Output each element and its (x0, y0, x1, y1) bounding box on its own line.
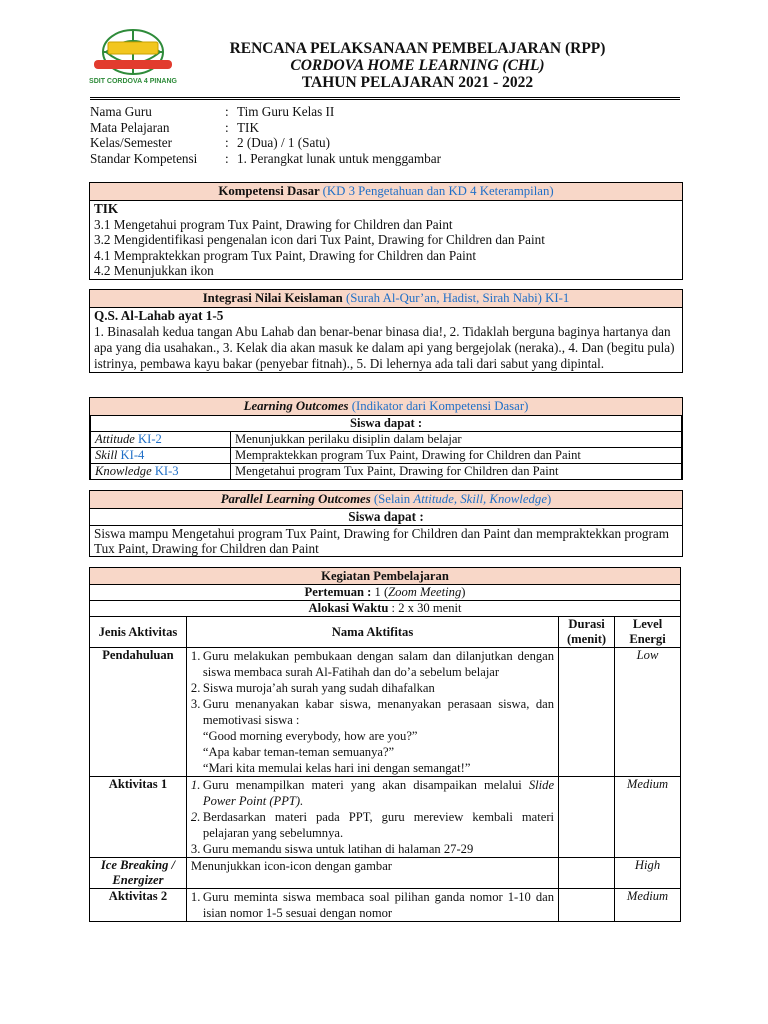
document-header (150, 40, 685, 91)
lo-siswa: Siswa dapat : (91, 416, 682, 432)
plo-siswa: Siswa dapat : (90, 509, 682, 526)
kegiatan-header-row (90, 617, 681, 648)
col-nama: Nama Aktifitas (186, 617, 558, 648)
plo-note-italic: Attitude, Skill, Knowledge (413, 492, 548, 506)
jenis-pendahuluan: Pendahuluan (90, 648, 187, 777)
logo-caption: SDIT CORDOVA 4 PINANG (89, 78, 177, 85)
lo-ki: KI-3 (154, 464, 179, 478)
pertemuan-label: Pertemuan : (304, 585, 375, 599)
integrasi-header (90, 290, 682, 308)
kegiatan-table (89, 567, 681, 922)
nama-aktivitas-1 (186, 777, 558, 858)
pertemuan-row (90, 585, 681, 601)
integrasi-header-label: Integrasi Nilai Keislaman (202, 291, 343, 305)
pertemuan-number: 1 ( (374, 585, 389, 599)
table-row (91, 432, 682, 448)
nama-aktivitas-2 (186, 889, 558, 922)
col-durasi: Durasi (menit) (559, 617, 615, 648)
info-value: 2 (Dua) / 1 (Satu) (237, 135, 331, 150)
lo-value: Menunjukkan perilaku disiplin dalam belajar (231, 432, 682, 448)
header-divider (90, 97, 680, 100)
info-label: Standar Kompetensi (90, 150, 198, 166)
plo-header (90, 491, 682, 509)
plo-note-post: ) (547, 492, 552, 506)
level-aktivitas-2: Medium (615, 889, 681, 922)
item-text: Guru menanyakan kabar siswa, menanyakan perasaan siswa, dan memotivasi siswa : (202, 697, 555, 727)
kegiatan-section (89, 567, 681, 922)
durasi-cell (559, 648, 615, 777)
info-row-teacher (90, 104, 441, 120)
document-title: RENCANA PELAKSANAAN PEMBELAJARAN (RPP) (229, 40, 606, 57)
alokasi-label: Alokasi Waktu (308, 601, 389, 615)
kd-header-label: Kompetensi Dasar (218, 184, 320, 198)
col-level: Level Energi (615, 617, 681, 648)
kd-item: 4.2 Menunjukkan ikon (94, 263, 214, 278)
alokasi-value: : 2 x 30 menit (388, 601, 462, 615)
info-label: Nama Guru (90, 104, 152, 119)
kd-item: 4.1 Mempraktekkan program Tux Paint, Drawing for Children dan Paint (94, 247, 477, 263)
info-label: Mata Pelajaran (90, 119, 170, 135)
item-number: 2. (190, 681, 201, 695)
surah-translation: 1. Binasalah kedua tangan Abu Lahab dan benar-benar binasa dia!, 2. Tidaklah berguna baginya hartanya dan apa yang dia usahakan., 3. Kelak dia akan masuk ke dalam api yang bergejolak (neraka)., 4. Dan (begitu pula) istrinya, pembawa kayu bakar (penyebar fitnah)., 5. Di lehernya ada tali dari sabut yang dipintal. (94, 323, 675, 372)
item-number: 1. (190, 649, 201, 663)
list-item (191, 648, 554, 680)
lo-label-text: Attitude (95, 432, 135, 446)
info-colon: : (225, 135, 229, 150)
plo-note-pre: (Selain (373, 492, 411, 506)
table-row (90, 777, 681, 858)
item-text: Guru memandu siswa untuk latihan di halaman 27-29 (202, 842, 474, 856)
surah-heading: Q.S. Al-Lahab ayat 1-5 (94, 308, 224, 323)
lo-value: Mengetahui program Tux Paint, Drawing for Children dan Paint (231, 464, 682, 480)
item-text: Guru meminta siswa membaca soal pilihan ganda nomor 1-10 dan isian nomor 1-5 sesuai dengan nomor (202, 890, 555, 920)
integrasi-section (89, 289, 683, 373)
kd-item: 3.2 Mengidentifikasi pengenalan icon dari Tux Paint, Drawing for Children dan Paint (94, 232, 545, 247)
alokasi-row (90, 601, 681, 617)
jenis-ice-breaking: Ice Breaking / Energizer (90, 858, 187, 889)
table-row (90, 889, 681, 922)
item-text: Berdasarkan materi pada PPT, guru mereview kembali materi pelajaran yang sebelumnya. (202, 810, 555, 840)
nama-ice-breaking: Menunjukkan icon-icon dengan gambar (186, 858, 558, 889)
jenis-aktivitas-2: Aktivitas 2 (90, 889, 187, 922)
lo-table (90, 416, 682, 479)
table-row (91, 464, 682, 480)
lo-value: Mempraktekkan program Tux Paint, Drawing for Children dan Paint (231, 448, 682, 464)
info-label: Kelas/Semester (90, 135, 173, 150)
pertemuan-mode: Zoom Meeting (388, 585, 462, 599)
info-value: Tim Guru Kelas II (237, 104, 335, 119)
info-value: TIK (237, 119, 259, 135)
table-row (90, 858, 681, 889)
item-text: Guru menampilkan materi yang akan disampaikan melalui (202, 778, 529, 792)
level-pendahuluan: Low (615, 648, 681, 777)
plo-header-label: Parallel Learning Outcomes (220, 492, 371, 506)
table-row (91, 448, 682, 464)
lo-header-note: (Indikator dari Kompetensi Dasar) (351, 399, 529, 413)
list-item: 1. Guru menampilkan materi yang akan disampaikan melalui Slide Power Point (PPT). (190, 778, 555, 808)
item-text-italic: Slide Power Point (PPT). (202, 778, 555, 808)
info-row-standard (90, 151, 441, 167)
nama-pendahuluan (186, 648, 558, 777)
jenis-aktivitas-1: Aktivitas 1 (90, 777, 187, 858)
quote-line: “Good morning everybody, how are you?” (202, 729, 418, 743)
durasi-cell (559, 858, 615, 889)
durasi-cell (559, 777, 615, 858)
lo-header (90, 398, 682, 416)
info-block (90, 104, 441, 166)
item-text: Guru melakukan pembukaan dengan salam dan dilanjutkan dengan siswa membaca surah Al-Fatihah dan do’a sebelum belajar (202, 649, 555, 679)
lo-ki: KI-2 (138, 432, 162, 446)
pertemuan-close: ) (461, 585, 466, 599)
info-colon: : (225, 119, 229, 135)
list-item: 2. Berdasarkan materi pada PPT, guru mereview kembali materi pelajaran yang sebelumnya. (190, 810, 555, 840)
kd-section (89, 182, 683, 280)
learning-outcomes-section (89, 397, 683, 480)
list-item: 1. Guru meminta siswa membaca soal pilihan ganda nomor 1-10 dan isian nomor 1-5 sesuai dengan nomor (190, 890, 555, 920)
integrasi-header-note: (Surah Al-Qur’an, Hadist, Sirah Nabi) KI-1 (345, 291, 570, 305)
list-item (191, 696, 554, 728)
academic-year: TAHUN PELAJARAN 2021 - 2022 (301, 74, 534, 91)
info-row-subject (90, 120, 441, 136)
lo-label (91, 432, 231, 448)
lo-header-label: Learning Outcomes (243, 399, 349, 413)
info-value: 1. Perangkat lunak untuk menggambar (237, 150, 441, 166)
quote-line: “Mari kita memulai kelas hari ini dengan semangat!” (202, 761, 471, 775)
item-number: 3. (190, 697, 201, 711)
durasi-cell (559, 889, 615, 922)
lo-label (91, 464, 231, 480)
info-row-class (90, 135, 441, 151)
lo-label-text: Knowledge (95, 464, 152, 478)
col-jenis: Jenis Aktivitas (90, 617, 187, 648)
list-item: 3. Guru memandu siswa untuk latihan di halaman 27-29 (191, 841, 554, 857)
kd-header (90, 183, 682, 201)
item-text: Siswa muroja’ah surah yang sudah dihafalkan (202, 681, 435, 695)
lo-label (91, 448, 231, 464)
kd-item: 3.1 Mengetahui program Tux Paint, Drawing for Children dan Paint (94, 216, 453, 232)
kegiatan-title: Kegiatan Pembelajaran (90, 568, 681, 585)
level-ice-breaking: High (615, 858, 681, 889)
plo-text: Siswa mampu Mengetahui program Tux Paint, Drawing for Children dan Paint dan mempraktekkan program Tux Paint, Drawing for Children dan Paint (94, 525, 670, 556)
parallel-outcomes-section (89, 490, 683, 557)
lo-label-text: Skill (95, 448, 118, 462)
info-colon: : (225, 104, 229, 119)
document-subtitle: CORDOVA HOME LEARNING (CHL) (290, 57, 545, 74)
kd-header-note: (KD 3 Pengetahuan dan KD 4 Keterampilan) (322, 184, 554, 198)
quote-line: “Apa kabar teman-teman semuanya?” (202, 745, 395, 759)
level-aktivitas-1: Medium (615, 777, 681, 858)
lo-ki: KI-4 (120, 448, 145, 462)
kd-subject: TIK (94, 201, 119, 216)
table-row (90, 648, 681, 777)
info-colon: : (225, 150, 229, 166)
list-item (191, 680, 554, 696)
